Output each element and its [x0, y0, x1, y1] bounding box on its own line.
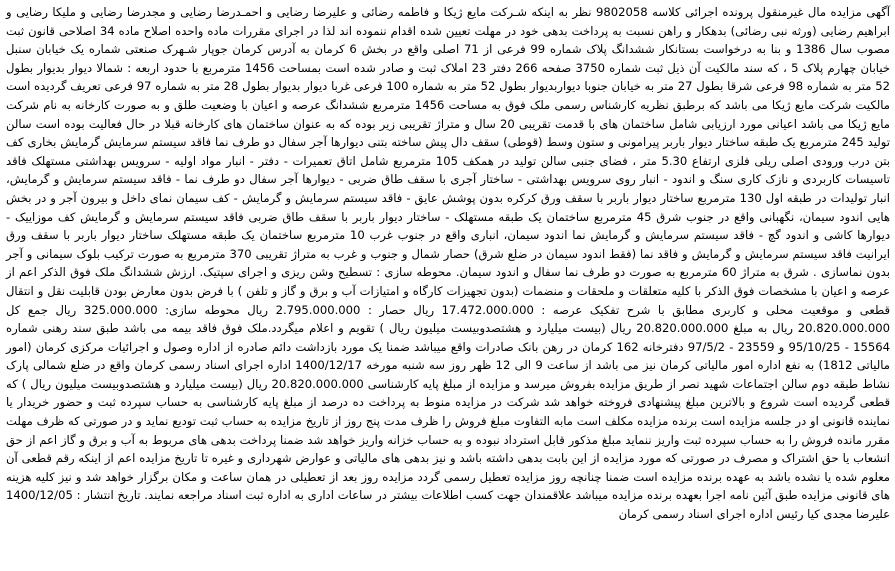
notice-paragraph: آگهی مزایده مال غیرمنقول پرونده اجرائی کلاسه 9802058 نظر به اینکه شـرکت مایع ژیکا و فاطمه رضائی و علیرضا رضایی و احمـدرضا رضایی و مجدرضا رضایی و ملیکا رضایی و ابراهیم رضایی (ورثه نبی رضائی) بدهکار و راهن نسبت به پرداخت بدهی خود در مهلت تعیین شده اقدام ننموده اند لذا در اجرای مقررات ماده واحده اصلاح ماده 34 اصلاحی قانون ثبت مصوب سال 1386 و بنا به درخواست بستانکار ششدانگ پلاک شماره 99 فرعی از 71 اصلی واقع در بخش 6 کرمان به آدرس کرمان جوپار شـهرک صنعتی شماره یک خیابان سنبل خیابان چهارم پلاک 5 ، که سند مالکیت آن ذیل ثبت شماره 3750 صفحه 266 دفتر 23 املاک ثبت و صادر شده است بمساحت 1456 مترمربع با حدود اربعه : شمالا دیوار بدیوار بطول 52 متر به شماره 98 فرعی شرقا بطول 27 متر به خیابان جنوبا دیواربدیوار بطول 52 متر به شماره 100 فرعی غربا دیوار بدیوار بطول 28 متر به شماره 97 فرعی تعریف گردیده است مالکیت شرکت مایع ژیکا می باشد که برطبق نظریه کارشناس رسمی ملک فوق به مساحت 1456 مترمربع ششدانگ عرصه و اعیان با وضعیت طلق و به صورت کارخانه به نام شرکت مایع ژیکا می باشد اعیانی مورد ارزیابی شامل ساختمان های با قدمت تقریبی 20 سال و متراژ تقریبی زیر بوده که به عنوان ساختمان های کارخانه قبلا در حال فعالیت بوده است سالن تولید 245 مترمربع یک طبقه ساختار دیوار باربر پیرامونی و ستون وسط (قوطی) سقف دال پیش ساخته بتنی دیوارها آجر سفال دو طرف نما فاقد سیستم سرمایش گرمایش بخاری کف بتن درب ورودی اصلی ریلی فلزی ارتفاع 5.30 متر ، فضای جنبی سالن تولید در همکف 105 مترمربع شامل اتاق تعمیرات - دفتر - انبار مواد اولیه - سرویس بهداشتی مستهلک فاقد تاسیسات کاربردی و نازک کاری سنگ و اندود - انبار روی سرویس بهداشتی - ساختار آجری با سقف طاق ضربی - دیوارها آجر سفال دو طرف نما - فاقد سیستم سرمایش و گرمایش، انبار تولیدات در طبقه اول 130 مترمربع ساختار دیوار باربر با سقف ورق کرکره بدون پوشش عایق - فاقد سیستم سرمایش و گرمایش - کف سیمان نمای داخل و بیرون آجر و در بخش هایی اندود سیمان، نگهبانی واقع در جنوب شرق 45 مترمربع ساختمان یک طبقه مستهلک - ساختار دیوار باربر با سقف طاق ضربی فاقد سیستم سرمایش و گرمایش کف موزاییک - دیوارها کاشی و اندود گچ - فاقد سیستم سرمایش و گرمایش نما اندود سیمان، انباری واقع در جنوب غرب 10 مترمربع ساختمان یک طبقه مستهلک ساختار دیوار باربر با سقف ورق ایرانیت فاقد سیستم سرمایش و گرمایش و فاقد نما (فقط اندود سیمان در ضلع شرق) حصار شمال و جنوب و غرب به متراژ تقریبی 370 مترمربع به صورت ترکیب بلوک سیمانی و آجر بدون نماسازی . شرق به متراژ 60 مترمربع به صورت دو طرف نما سفال و اندود سیمان. محوطه سازی : تسطیح وشن ریزی و اجرای سپتیک. ارزش ششدانگ ملک فوق الذکر اعم از عرصه و اعیان با مشخصات فوق الذکر با کلیه متعلقات و ملحقات و منضمات (بدون تجهیزات کارگاه و امتیازات آب و برق و گاز و تلفن ) با فرض بدون معارض بودن قابلیت نقل و انتقال قطعی و موقعیت محلی و کاربری مطابق با شرح تفکیک عرصه : 17.472.000.000 ریال حصار : 2.795.000.000 ریال محوطه سازی: 325.000.000 ریال جمع کل 20.820.000.000 ریال به مبلغ 20.820.000.000 ریال (بیست میلیارد و هشتصدوبیست میلیون ریال ) تقویم و اعلام میگردد.ملک فوق فاقد بیمه می باشد طبق سند رهنی شماره 15564 - 95/10/25 و 23559 - 97/5/2 دفترخانه 162 کرمان در رهن بانک صادرات واقع میباشد ضمنا یک مورد بازداشت دائم صادره از اداره وصول و اجرائیات مرکزی کرمان (امور مالیاتی 1812) به نفع اداره امور مالیاتی کرمان نیز می باشد از ساعت 9 الی 12 ظهر روز سه شنبه مورخه 1400/12/17 اداره اجرای اسناد رسمی کرمان واقع در ضلع شمالی پارک نشاط طبقه دوم سالن اجتماعات شهید نصر از طریق مزایده بفروش میرسد و مزایده از مبلغ پایه کارشناسی 20.820.000.000 ریال (بیست میلیارد و هشتصدوبیست میلیون ریال ) که قطعی گردیده است شروع و بالاترین مبلغ پیشنهادی فروخته خواهد شد شرکت در مزایده منوط به پرداخت ده درصد از مبلغ پایه کارشناسی به حساب سپرده ثبت و حضور خریدار یا نماینده قانونی او در جلسه مزایده است برنده مزایده مکلف است مابه التفاوت مبلغ فروش را ظرف مدت پنج روز از تاریخ مزایده به حساب ثبت تودیع نماید و در صورتی که ظرف مهلت مقرر مانده فروش را به حساب سپرده ثبت واریز ننماید مبلغ مذکور قابل استرداد نبوده و به حساب خزانه واریز خواهد شد ضمنا پرداخت بدهی های مربوط به آب و برق و گاز اعم از حق انشعاب یا حق اشتراک و مصرف در صورتی که مورد مزایده از این بابت بدهی داشته باشد و نیز بدهی های مالیاتی و عوارض شهرداری و غیره تا تاریخ مزایده اعم از اینکه رقم قطعی آن معلوم شده یا نشده باشد به عهده برنده مزایده است ضمنا چنانچه روز مزایده تعطیل رسمی گردد مزایده روز بعد از تعطیلی در همان ساعت و مکان برگزار خواهد شد و نیز کلیه هزینه های قانونی مزایده طبق آئین نامه اجرا بعهده برنده مزایده میباشد علاقمندان جهت کسب اطلاعات بیشتر در ساعات اداری به اداره ثبت اسناد مراجعه نمایند. تاریخ انتشار : 1400/12/05 علیرضا مجدی کیا رئیس اداره اجرای اسناد رسمی کرمان [6, 5, 891, 522]
auction-notice-text [6, 3, 890, 524]
